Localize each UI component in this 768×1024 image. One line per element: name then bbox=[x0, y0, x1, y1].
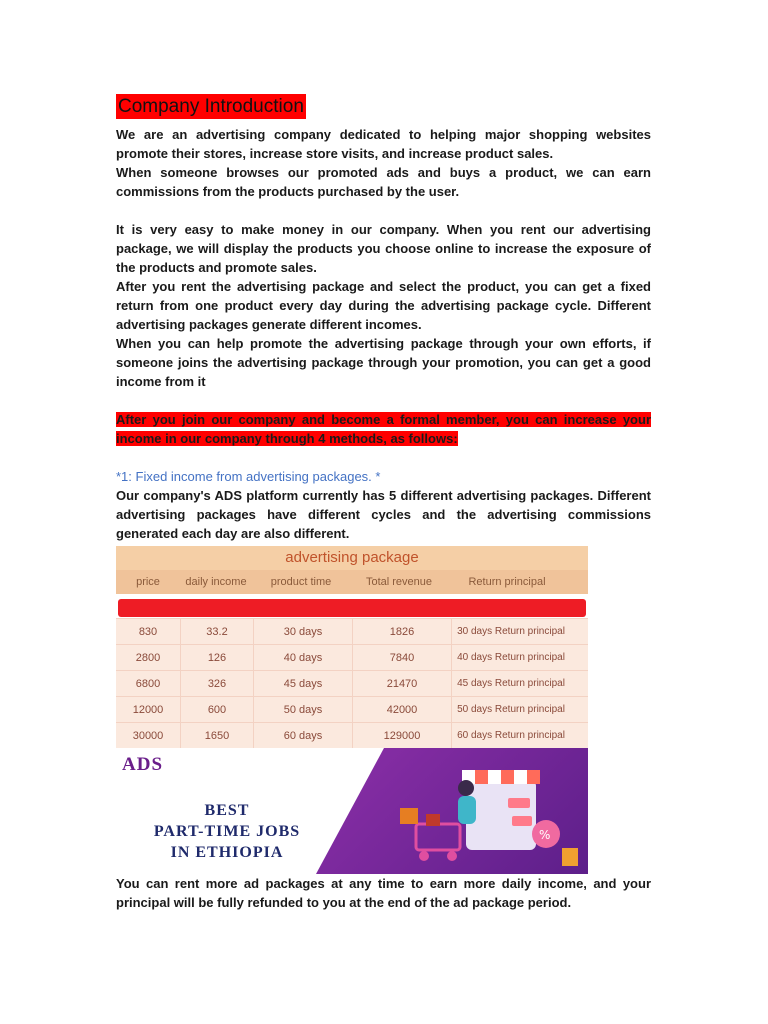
redaction-mark bbox=[118, 599, 586, 617]
cell-product-time: 30 days bbox=[254, 619, 353, 644]
paragraph-fixed-return: After you rent the advertising package and select the product, you can get a fixed return from one product every day during the advertising package cycle. Different advertising packages generate different incomes. bbox=[116, 279, 651, 332]
promo-banner-image bbox=[116, 748, 588, 874]
cell-product-time: 60 days bbox=[254, 723, 353, 748]
paragraph-commissions: When someone browses our promoted ads and buys a product, we can earn commissions from the products purchased by the user. bbox=[116, 165, 651, 199]
cell-daily-income: 126 bbox=[181, 645, 254, 670]
highlight-paragraph bbox=[116, 410, 651, 448]
cell-return-principal: 60 days Return principal bbox=[457, 729, 565, 741]
paragraph-refund: You can rent more ad packages at any time to earn more daily income, and your principal will be fully refunded to you at the end of the ad package period. bbox=[116, 876, 651, 910]
cell-price: 2800 bbox=[116, 645, 181, 670]
banner-line-jobs: PART-TIME JOBS bbox=[153, 823, 301, 840]
cell-product-time: 40 days bbox=[254, 645, 353, 670]
paragraph-packages: Our company's ADS platform currently has 5 different advertising packages. Different advertising packages have different cycles and the advertising commissions generated each day are also different. bbox=[116, 488, 651, 541]
paragraph-gap bbox=[116, 448, 651, 467]
cell-total-revenue: 21470 bbox=[353, 671, 452, 696]
cell-price: 30000 bbox=[116, 723, 181, 748]
cell-return-principal: 45 days Return principal bbox=[457, 677, 565, 689]
paragraph-intro: We are an advertising company dedicated to helping major shopping websites promote their stores, increase store visits, and increase product sales. bbox=[116, 127, 651, 161]
paragraph-gap bbox=[116, 201, 651, 220]
method-subheading: *1: Fixed income from advertising packages. * bbox=[116, 469, 381, 484]
paragraph-gap bbox=[116, 391, 651, 410]
table-row bbox=[116, 618, 588, 644]
package-table-header bbox=[116, 570, 588, 594]
cell-total-revenue: 7840 bbox=[353, 645, 452, 670]
header-daily-income: daily income bbox=[185, 576, 247, 588]
header-return-principal: Return principal bbox=[468, 576, 546, 588]
cell-price: 12000 bbox=[116, 697, 181, 722]
cell-return-principal: 50 days Return principal bbox=[457, 703, 565, 715]
document-content bbox=[116, 94, 651, 912]
table-row bbox=[116, 722, 588, 748]
cell-price: 830 bbox=[116, 619, 181, 644]
table-row bbox=[116, 644, 588, 670]
banner-headline bbox=[122, 800, 332, 863]
header-total-revenue: Total revenue bbox=[365, 576, 433, 588]
table-row bbox=[116, 696, 588, 722]
cell-daily-income: 1650 bbox=[181, 723, 254, 748]
cell-daily-income: 326 bbox=[181, 671, 254, 696]
cell-daily-income: 600 bbox=[181, 697, 254, 722]
cell-product-time: 45 days bbox=[254, 671, 353, 696]
banner-line-ethiopia: IN ETHIOPIA bbox=[170, 844, 284, 861]
cell-return-principal: 30 days Return principal bbox=[457, 625, 565, 637]
cell-return-principal: 40 days Return principal bbox=[457, 651, 565, 663]
table-row bbox=[116, 670, 588, 696]
svg-text:%: % bbox=[539, 828, 551, 842]
header-product-time: product time bbox=[270, 576, 332, 588]
paragraph-easy-money: It is very easy to make money in our company. When you rent our advertising package, we will display the products you choose online to increase the exposure of the products and promote sales. bbox=[116, 222, 651, 275]
header-price: price bbox=[136, 576, 160, 588]
shopping-illustration-icon bbox=[396, 752, 586, 872]
cell-daily-income: 33.2 bbox=[181, 619, 254, 644]
package-table-image bbox=[116, 546, 588, 748]
highlight-text: After you join our company and become a formal member, you can increase your income in our company through 4 methods, as follows: bbox=[116, 412, 651, 446]
banner-line-best: BEST bbox=[204, 802, 250, 819]
cell-total-revenue: 42000 bbox=[353, 697, 452, 722]
redaction-bar bbox=[116, 594, 588, 618]
banner-ads-logo: ADS bbox=[122, 754, 164, 775]
page-title: Company Introduction bbox=[118, 96, 304, 117]
paragraph-promotion: When you can help promote the advertising package through your own efforts, if someone joins the advertising package through your promotion, you can get a good income from it bbox=[116, 336, 651, 389]
cell-total-revenue: 129000 bbox=[353, 723, 452, 748]
cell-total-revenue: 1826 bbox=[353, 619, 452, 644]
cell-product-time: 50 days bbox=[254, 697, 353, 722]
package-table-body bbox=[116, 618, 588, 748]
cell-price: 6800 bbox=[116, 671, 181, 696]
package-table-title: advertising package bbox=[285, 549, 419, 566]
